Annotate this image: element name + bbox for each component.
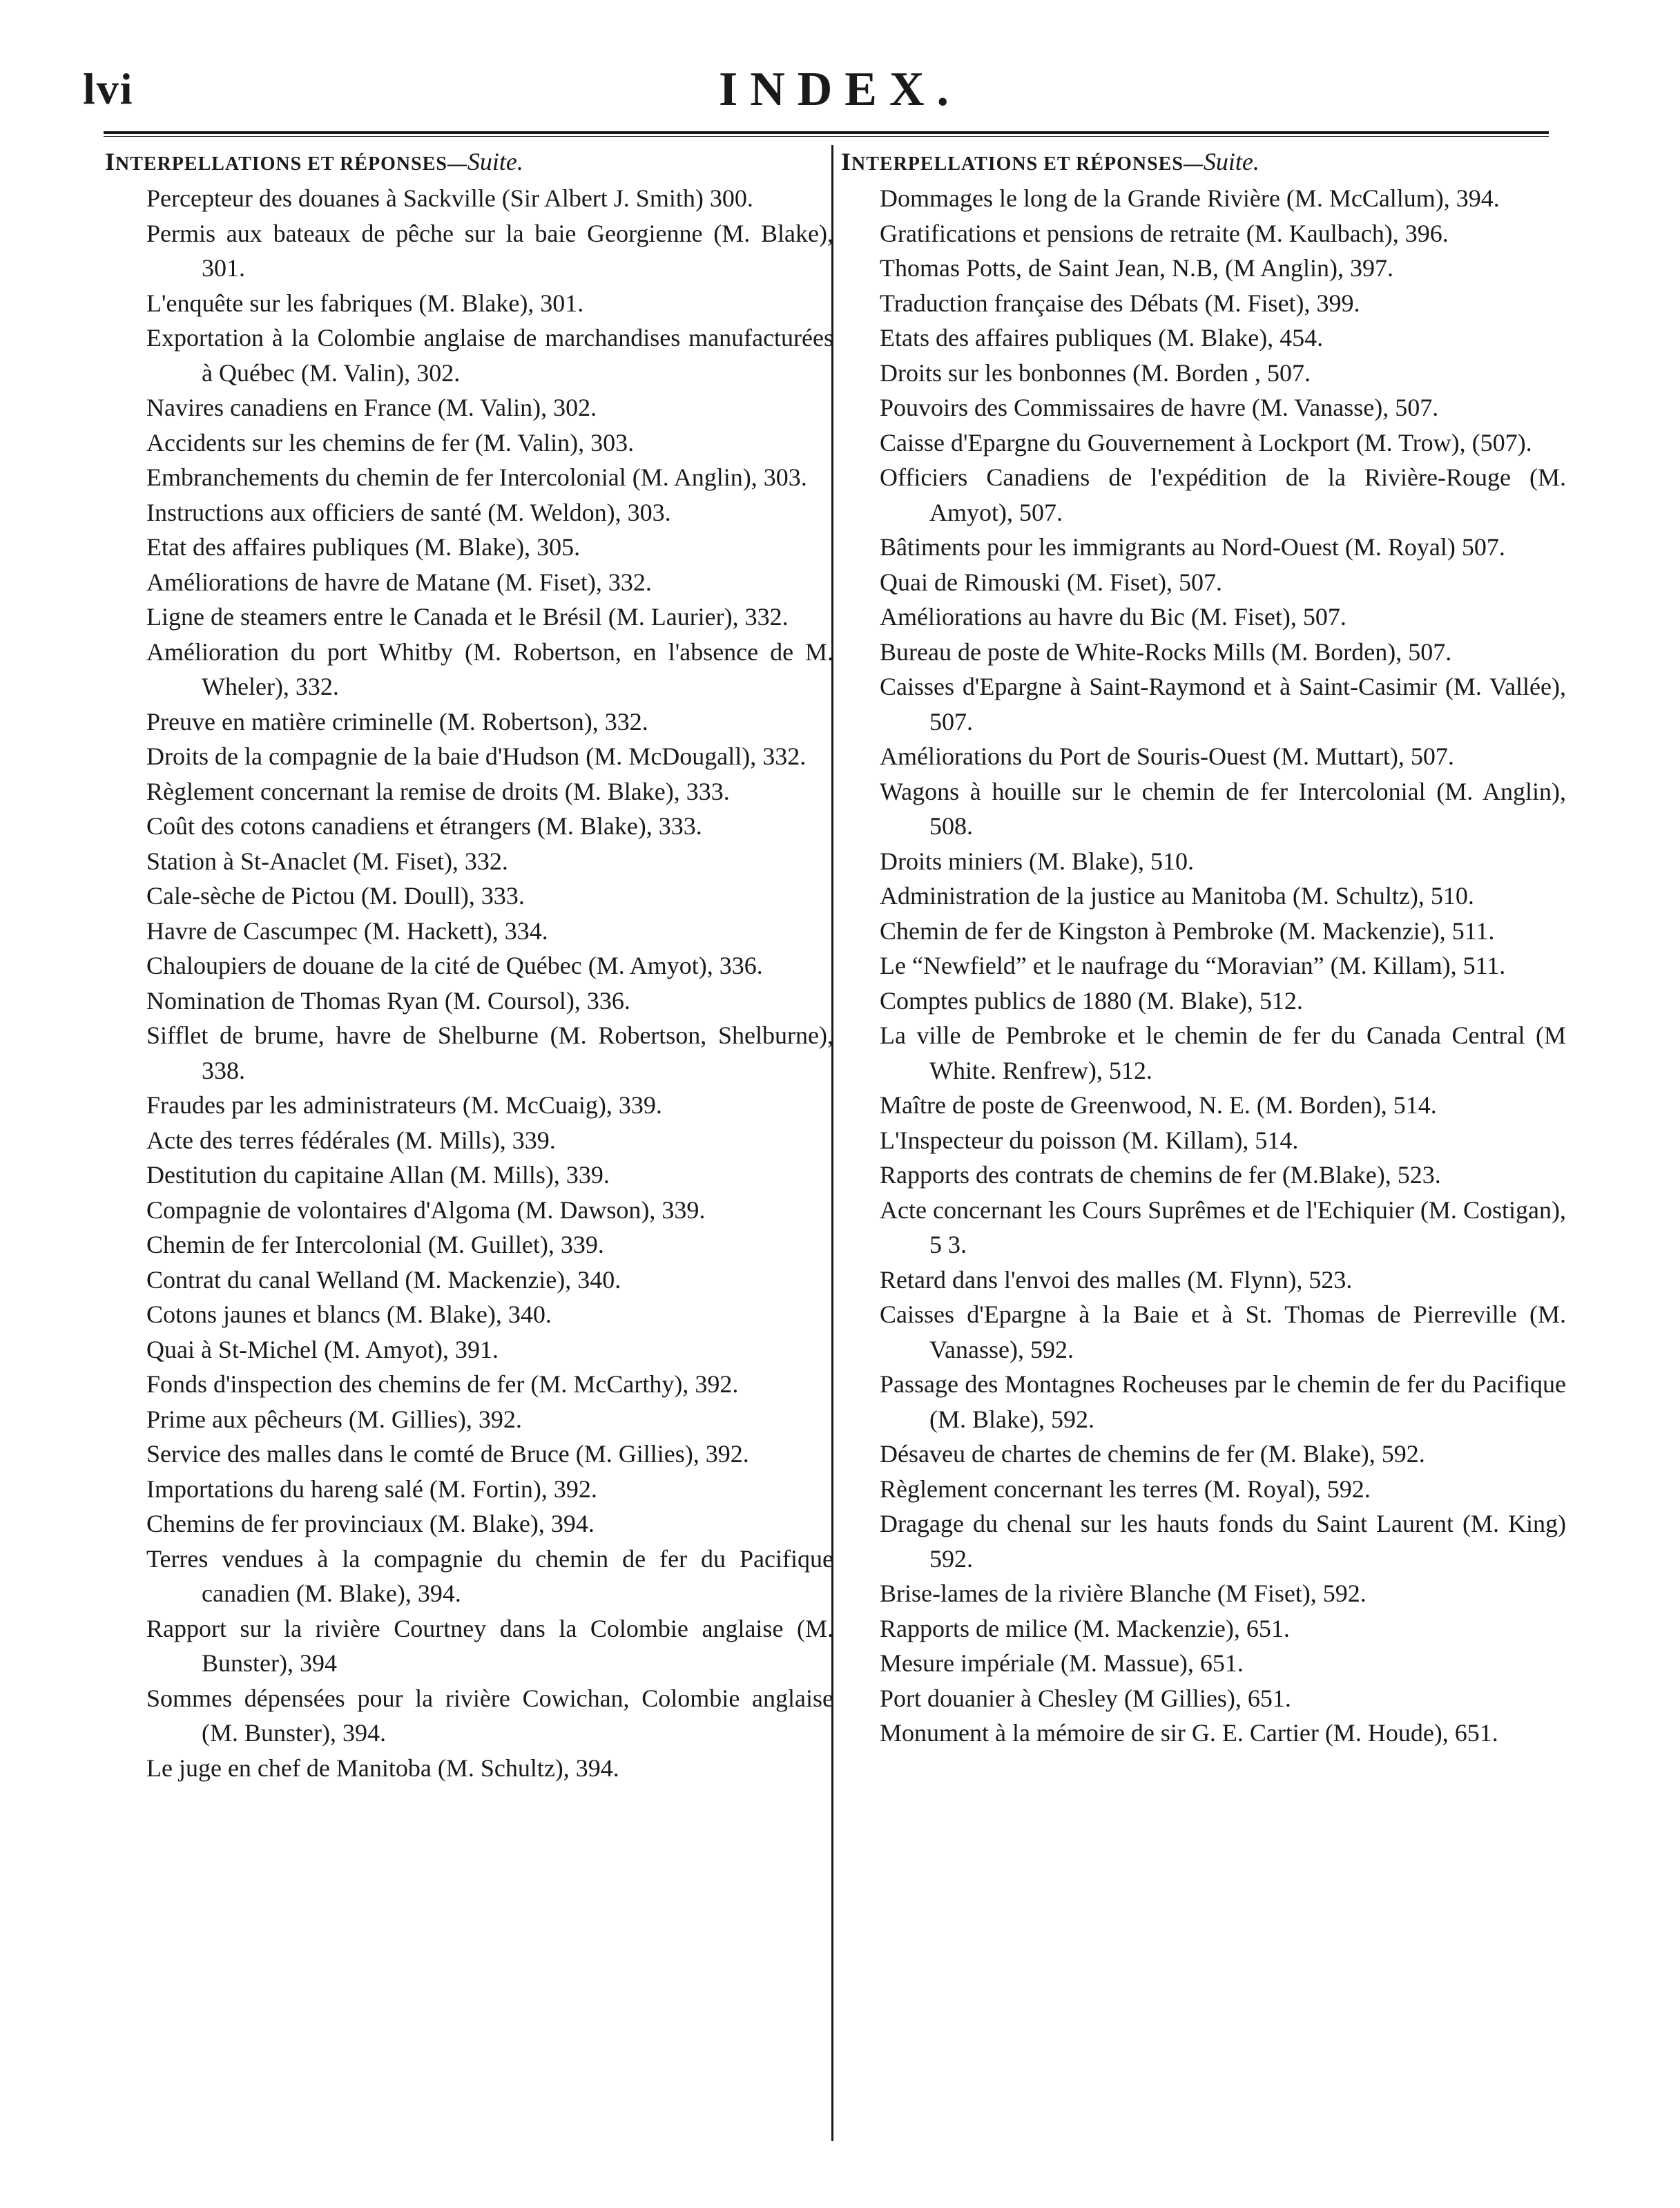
index-entry: Traduction française des Débats (M. Fiset), 399. <box>880 289 1360 317</box>
index-entry: Ligne de steamers entre le Canada et le Brésil (M. Laurier), 332. <box>146 603 789 631</box>
index-entry: Contrat du canal Welland (M. Mackenzie), 340. <box>146 1265 621 1294</box>
index-entry: Fonds d'inspection des chemins de fer (M. McCarthy), 392. <box>146 1370 739 1398</box>
index-entry: L'enquête sur les fabriques (M. Blake), 301. <box>146 289 584 317</box>
index-entry: Prime aux pêcheurs (M. Gillies), 392. <box>146 1405 522 1433</box>
index-entry: Percepteur des douanes à Sackville (Sir Albert J. Smith) 300. <box>146 184 753 212</box>
index-entry: Brise-lames de la rivière Blanche (M Fiset), 592. <box>880 1580 1367 1607</box>
index-entry: Embranchements du chemin de fer Intercolonial (M. Anglin), 303. <box>146 463 807 491</box>
heading-text: NTERPELLATIONS ET RÉPONSES— <box>851 153 1204 175</box>
column-divider <box>831 145 833 2141</box>
index-entry: Service des malles dans le comté de Bruce (M. Gillies), 392. <box>146 1440 749 1468</box>
index-entry: La ville de Pembroke et le chemin de fer du Canada Central (M White. Renfrew), 512. <box>880 1021 1566 1084</box>
section-heading <box>841 146 1566 180</box>
index-entry: Navires canadiens en France (M. Valin), 302. <box>146 394 597 421</box>
right-column <box>841 146 1566 1751</box>
index-entry: Pouvoirs des Commissaires de havre (M. Vanasse), 507. <box>880 394 1439 421</box>
index-entry: Gratifications et pensions de retraite (M. Kaulbach), 396. <box>880 219 1449 247</box>
index-entry: Port douanier à Chesley (M Gillies), 651. <box>880 1684 1291 1712</box>
index-entry: Terres vendues à la compagnie du chemin de fer du Pacifique canadien (M. Blake), 394. <box>146 1544 833 1607</box>
index-entry: Destitution du capitaine Allan (M. Mills), 339. <box>146 1161 610 1189</box>
header-rule <box>104 131 1549 137</box>
heading-suite: Suite. <box>467 148 523 175</box>
index-entry: Administration de la justice au Manitoba (M. Schultz), 510. <box>880 882 1474 910</box>
heading-suite: Suite. <box>1203 148 1259 175</box>
index-entry: Coût des cotons canadiens et étrangers (M. Blake), 333. <box>146 812 702 840</box>
index-entry: Amélioration du port Whitby (M. Robertson, en l'absence de M. Wheler), 332. <box>146 637 833 700</box>
index-entry: Rapport sur la rivière Courtney dans la Colombie anglaise (M. Bunster), 394 <box>146 1614 833 1677</box>
index-entry: Preuve en matière criminelle (M. Robertson), 332. <box>146 707 648 736</box>
index-entry: L'Inspecteur du poisson (M. Killam), 514. <box>880 1126 1299 1154</box>
index-entry: Règlement concernant les terres (M. Royal), 592. <box>880 1475 1371 1503</box>
page-title: INDEX. <box>718 63 962 116</box>
index-entry: Rapports de milice (M. Mackenzie), 651. <box>880 1614 1290 1642</box>
index-entry: Chemin de fer de Kingston à Pembroke (M. Mackenzie), 511. <box>880 916 1495 945</box>
index-entry: Wagons à houille sur le chemin de fer Intercolonial (M. Anglin), 508. <box>880 777 1566 840</box>
index-entry: Caisse d'Epargne du Gouvernement à Lockport (M. Trow), (507). <box>880 428 1532 457</box>
index-entry: Nomination de Thomas Ryan (M. Coursol), 336. <box>146 986 630 1015</box>
heading-initial: I <box>105 148 116 175</box>
index-entry: Passage des Montagnes Rocheuses par le chemin de fer du Pacifique (M. Blake), 592. <box>880 1370 1566 1433</box>
index-entry: Cotons jaunes et blancs (M. Blake), 340. <box>146 1300 552 1328</box>
index-entry: Cale-sèche de Pictou (M. Doull), 333. <box>146 882 525 910</box>
index-entry: Droits de la compagnie de la baie d'Hudson (M. McDougall), 332. <box>146 742 807 770</box>
index-entry: Station à St-Anaclet (M. Fiset), 332. <box>146 847 508 875</box>
left-column <box>105 146 833 1785</box>
heading-initial: I <box>841 148 852 175</box>
index-entry: Quai de Rimouski (M. Fiset), 507. <box>880 568 1222 596</box>
index-entry: Maître de poste de Greenwood, N. E. (M. Borden), 514. <box>880 1091 1437 1119</box>
index-entry: Droits miniers (M. Blake), 510. <box>880 847 1194 875</box>
index-entry: Comptes publics de 1880 (M. Blake), 512. <box>880 986 1303 1015</box>
index-entry: Sommes dépensées pour la rivière Cowichan, Colombie anglaise (M. Bunster), 394. <box>146 1684 833 1747</box>
index-entry: Exportation à la Colombie anglaise de marchandises manufacturées à Québec (M. Valin), 302. <box>146 324 833 387</box>
page-number: lvi <box>83 64 134 113</box>
index-entry: Règlement concernant la remise de droits (M. Blake), 333. <box>146 777 730 805</box>
index-entry: Quai à St-Michel (M. Amyot), 391. <box>146 1335 499 1363</box>
index-entry: Etats des affaires publiques (M. Blake), 454. <box>880 324 1324 352</box>
index-entry: Instructions aux officiers de santé (M. Weldon), 303. <box>146 498 671 526</box>
index-entry: Améliorations du Port de Souris-Ouest (M. Muttart), 507. <box>880 742 1454 770</box>
index-entry: Le “Newfield” et le naufrage du “Moravian” (M. Killam), 511. <box>880 952 1506 979</box>
index-entry: Caisses d'Epargne à Saint-Raymond et à Saint-Casimir (M. Vallée), 507. <box>880 673 1566 736</box>
index-entry: Monument à la mémoire de sir G. E. Cartier (M. Houde), 651. <box>880 1719 1498 1747</box>
index-entry: Bâtiments pour les immigrants au Nord-Ouest (M. Royal) 507. <box>880 533 1505 561</box>
heading-text: NTERPELLATIONS ET RÉPONSES— <box>115 153 467 175</box>
index-entry: Bureau de poste de White-Rocks Mills (M. Borden), 507. <box>880 637 1452 666</box>
index-entry: Dragage du chenal sur les hauts fonds du Saint Laurent (M. King) 592. <box>880 1510 1566 1573</box>
index-entry: Chaloupiers de douane de la cité de Québec (M. Amyot), 336. <box>146 952 763 979</box>
index-entry: Caisses d'Epargne à la Baie et à St. Thomas de Pierreville (M. Vanasse), 592. <box>880 1300 1566 1363</box>
index-entry: Droits sur les bonbonnes (M. Borden , 507. <box>880 358 1311 387</box>
index-entry: Chemins de fer provinciaux (M. Blake), 394. <box>146 1510 595 1537</box>
index-entry: Acte des terres fédérales (M. Mills), 339. <box>146 1126 556 1154</box>
index-entry: Acte concernant les Cours Suprêmes et de l'Echiquier (M. Costigan), 5 3. <box>880 1196 1566 1258</box>
index-entry: Compagnie de volontaires d'Algoma (M. Dawson), 339. <box>146 1196 706 1224</box>
index-entry: Thomas Potts, de Saint Jean, N.B, (M Anglin), 397. <box>880 254 1393 282</box>
index-entry: Rapports des contrats de chemins de fer (M.Blake), 523. <box>880 1161 1441 1189</box>
index-entry: Le juge en chef de Manitoba (M. Schultz), 394. <box>146 1754 619 1782</box>
index-entry: Accidents sur les chemins de fer (M. Valin), 303. <box>146 428 635 457</box>
index-entries <box>105 181 833 1785</box>
index-entry: Mesure impériale (M. Massue), 651. <box>880 1649 1244 1677</box>
index-entry: Officiers Canadiens de l'expédition de la Rivière-Rouge (M. Amyot), 507. <box>880 463 1566 526</box>
section-heading <box>105 146 833 180</box>
index-entry: Désaveu de chartes de chemins de fer (M. Blake), 592. <box>880 1440 1425 1468</box>
index-entry: Améliorations au havre du Bic (M. Fiset), 507. <box>880 603 1346 631</box>
index-entry: Fraudes par les administrateurs (M. McCuaig), 339. <box>146 1091 662 1119</box>
index-entry: Retard dans l'envoi des malles (M. Flynn), 523. <box>880 1265 1353 1294</box>
index-entry: Chemin de fer Intercolonial (M. Guillet), 339. <box>146 1231 604 1258</box>
index-entry: Importations du hareng salé (M. Fortin), 392. <box>146 1475 597 1503</box>
index-entry: Permis aux bateaux de pêche sur la baie Georgienne (M. Blake), 301. <box>146 219 833 282</box>
index-entry: Dommages le long de la Grande Rivière (M. McCallum), 394. <box>880 184 1500 212</box>
index-entry: Améliorations de havre de Matane (M. Fiset), 332. <box>146 568 652 596</box>
index-entries <box>841 181 1566 1751</box>
index-entry: Sifflet de brume, havre de Shelburne (M. Robertson, Shelburne), 338. <box>146 1021 833 1084</box>
index-entry: Havre de Cascumpec (M. Hackett), 334. <box>146 916 548 945</box>
index-entry: Etat des affaires publiques (M. Blake), 305. <box>146 533 581 561</box>
